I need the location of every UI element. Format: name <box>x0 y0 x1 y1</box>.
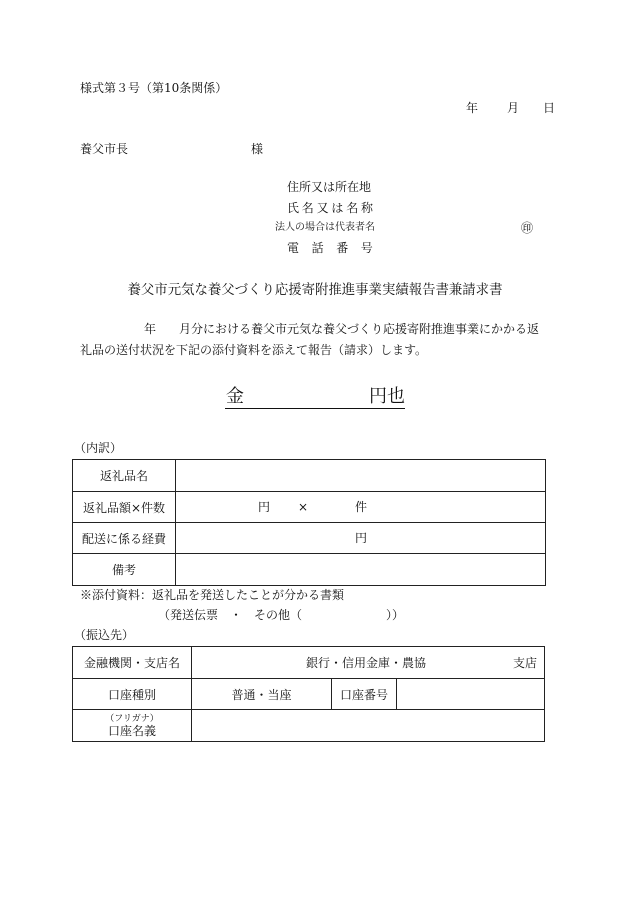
breakdown-table <box>72 459 546 586</box>
shipping-cost-value <box>176 523 546 554</box>
addressee-honorific: 様 <box>251 142 264 156</box>
date-year-label: 年 <box>466 101 479 115</box>
gift-amount-count-label: 返礼品額×件数 <box>73 492 176 523</box>
addressee-name: 養父市長 <box>80 142 129 156</box>
form-number: 様式第３号（第10条関係） <box>80 81 228 95</box>
applicant-name-label: 氏名又は名称 <box>287 201 376 215</box>
applicant-address-label: 住所又は所在地 <box>287 180 372 194</box>
shipping-cost-label: 配送に係る経費 <box>73 523 176 554</box>
applicant-phone-label: 電話番号 <box>287 241 386 255</box>
account-type-options: 普通・当座 <box>192 679 332 710</box>
attachment-types: （発送伝票 ・ その他（ ）） <box>158 608 405 622</box>
institution-value <box>192 647 545 679</box>
account-holder-label: 口座名義 <box>107 723 156 738</box>
gift-amount-times-sign: × <box>298 500 309 514</box>
applicant-representative-label: 法人の場合は代表者名 <box>275 222 375 233</box>
breakdown-row <box>73 523 546 554</box>
bank-row <box>73 679 545 710</box>
remarks-label: 備考 <box>73 554 176 586</box>
body-line1: 月分における養父市元気な養父づくり応援寄附推進事業にかかる返 <box>179 322 540 336</box>
bank-heading: （振込先） <box>74 628 135 642</box>
breakdown-row <box>73 554 546 586</box>
gift-count-unit: 件 <box>355 500 368 514</box>
gift-amount-yen-unit: 円 <box>258 500 271 514</box>
gift-amount-count-value <box>176 492 546 523</box>
gift-name-label: 返礼品名 <box>73 460 176 492</box>
breakdown-row <box>73 492 546 523</box>
body-year-label: 年 <box>144 322 157 336</box>
shipping-cost-yen-unit: 円 <box>355 531 368 545</box>
remarks-value <box>176 554 546 586</box>
amount-suffix: 円也 <box>369 386 405 407</box>
breakdown-heading: （内訳） <box>74 441 123 455</box>
account-number-label: 口座番号 <box>332 679 397 710</box>
amount-prefix: 金 <box>226 386 244 407</box>
attachment-note: ※添付資料：返礼品を発送したことが分かる書類 <box>80 588 345 602</box>
account-holder-furigana: （フリガナ） <box>105 713 159 724</box>
amount-line <box>225 386 405 409</box>
account-holder-label-cell <box>73 710 192 742</box>
account-number-value <box>397 679 545 710</box>
institution-label: 金融機関・支店名 <box>73 647 192 679</box>
body-line2: 礼品の送付状況を下記の添付資料を添えて報告（請求）します。 <box>80 343 428 357</box>
bank-row <box>73 647 545 679</box>
branch-suffix: 支店 <box>513 655 538 670</box>
date-month-label: 月 <box>507 101 520 115</box>
account-holder-value <box>192 710 545 742</box>
bank-row <box>73 710 545 742</box>
account-type-label: 口座種別 <box>73 679 192 710</box>
bank-table <box>72 646 545 742</box>
gift-name-value <box>176 460 546 492</box>
institution-types: 銀行・信用金庫・農協 <box>306 655 427 670</box>
seal-mark: ㊞ <box>521 221 534 235</box>
date-day-label: 日 <box>543 101 556 115</box>
breakdown-row <box>73 460 546 492</box>
document-title: 養父市元気な養父づくり応援寄附推進事業実績報告書兼請求書 <box>127 283 503 298</box>
